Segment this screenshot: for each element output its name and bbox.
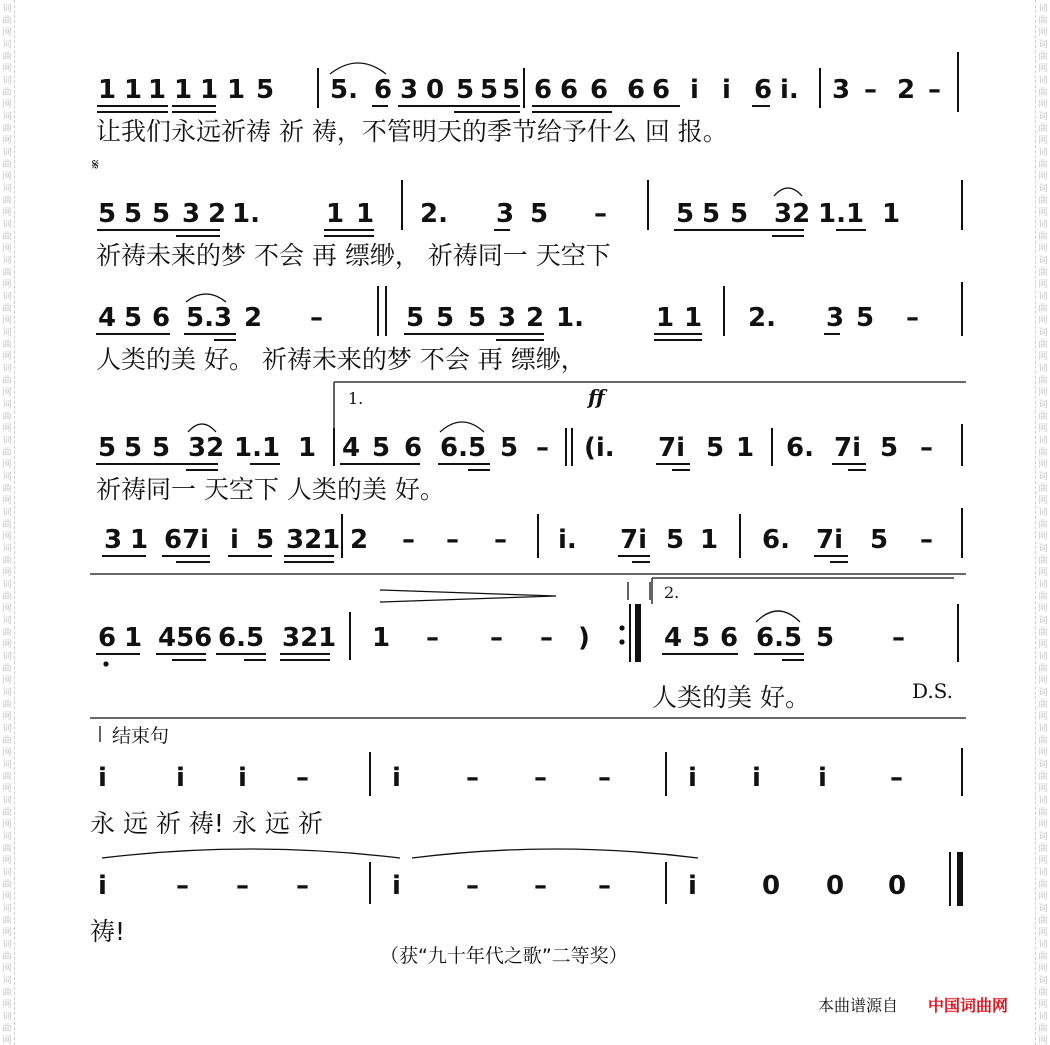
- watermark-char: 网: [1038, 892, 1048, 902]
- watermark-char: 曲: [2, 484, 12, 494]
- lyric-line-8: 祷!: [90, 917, 126, 946]
- lyric-line-3: 人类的美 好。 祈祷未来的梦 不会 再 缥缈，: [96, 345, 586, 374]
- volta-1-label: 1.: [348, 389, 364, 408]
- watermark-char: 曲: [1038, 448, 1048, 458]
- watermark-char: 曲: [2, 664, 12, 674]
- watermark-char: 网: [1038, 172, 1048, 182]
- watermark-char: 网: [1038, 28, 1048, 38]
- watermark-char: 词: [2, 904, 12, 914]
- lyric-line-1: 让我们永远祈祷 祈 祷，不管明天的季节给予什么 回 报。: [96, 117, 728, 146]
- watermark-char: 词: [2, 580, 12, 590]
- lyric-line-4: 祈祷同一 天空下 人类的美 好。: [96, 475, 445, 504]
- watermark-char: 词: [2, 112, 12, 122]
- watermark-char: 网: [1038, 388, 1048, 398]
- watermark-char: 曲: [2, 916, 12, 926]
- watermark-char: 曲: [2, 736, 12, 746]
- watermark-char: 词: [1038, 616, 1048, 626]
- watermark-char: 曲: [1038, 52, 1048, 62]
- watermark-char: 词: [2, 328, 12, 338]
- watermark-char: 词: [1038, 688, 1048, 698]
- watermark-char: 网: [2, 964, 12, 974]
- watermark-char: 词: [2, 292, 12, 302]
- watermark-char: 网: [1038, 784, 1048, 794]
- watermark-char: 曲: [1038, 700, 1048, 710]
- watermark-char: 词: [2, 508, 12, 518]
- watermark-char: 网: [1038, 424, 1048, 434]
- watermark-char: 词: [1038, 832, 1048, 842]
- watermark-char: 网: [2, 496, 12, 506]
- watermark-char: 词: [1038, 112, 1048, 122]
- watermark-char: 词: [2, 364, 12, 374]
- watermark-char: 网: [1038, 856, 1048, 866]
- dynamic-ff: ff: [588, 385, 605, 409]
- watermark-char: 词: [1038, 400, 1048, 410]
- watermark-char: 曲: [2, 124, 12, 134]
- watermark-char: 曲: [1038, 484, 1048, 494]
- system-1: [92, 52, 958, 174]
- watermark-char: 曲: [2, 772, 12, 782]
- watermark-char: 网: [2, 784, 12, 794]
- watermark-char: 曲: [1038, 772, 1048, 782]
- watermark-char: 曲: [2, 700, 12, 710]
- watermark-char: 网: [1038, 1036, 1048, 1045]
- system-3: [96, 282, 962, 374]
- watermark-char: 词: [1038, 508, 1048, 518]
- watermark-char: 网: [1038, 352, 1048, 362]
- watermark-char: 词: [1038, 364, 1048, 374]
- watermark-char: 曲: [1038, 736, 1048, 746]
- watermark-char: 网: [2, 1000, 12, 1010]
- watermark-char: 曲: [2, 520, 12, 530]
- watermark-char: 词: [2, 76, 12, 86]
- watermark-char: 网: [1038, 136, 1048, 146]
- watermark-char: 曲: [2, 16, 12, 26]
- watermark-char: 曲: [2, 628, 12, 638]
- watermark-char: 曲: [2, 52, 12, 62]
- watermark-char: 词: [1038, 760, 1048, 770]
- notes-line-8: i – – – i – – – i 0 0 0: [98, 871, 907, 901]
- watermark-char: 网: [1038, 676, 1048, 686]
- watermark-char: 词: [1038, 652, 1048, 662]
- watermark-char: 曲: [2, 592, 12, 602]
- watermark-char: 网: [2, 712, 12, 722]
- watermark-char: 网: [2, 316, 12, 326]
- watermark-char: 曲: [2, 268, 12, 278]
- watermark-char: 网: [2, 352, 12, 362]
- watermark-char: 网: [1038, 460, 1048, 470]
- watermark-char: 词: [1038, 976, 1048, 986]
- watermark-char: 曲: [2, 1024, 12, 1034]
- watermark-char: 曲: [1038, 124, 1048, 134]
- watermark-char: 曲: [1038, 664, 1048, 674]
- source-site-link[interactable]: 中国词曲网: [928, 996, 1009, 1015]
- watermark-char: 网: [1038, 928, 1048, 938]
- watermark-char: 词: [2, 148, 12, 158]
- watermark-char: 网: [2, 928, 12, 938]
- section-label-ending: 结束句: [112, 725, 170, 747]
- watermark-char: 曲: [1038, 844, 1048, 854]
- watermark-char: 网: [2, 676, 12, 686]
- watermark-char: 网: [2, 748, 12, 758]
- dal-segno-mark: D.S.: [912, 679, 954, 703]
- notes-line-7: i i i – i – – – i i i –: [98, 763, 903, 793]
- watermark-char: 网: [2, 568, 12, 578]
- watermark-char: 网: [2, 820, 12, 830]
- watermark-char: 词: [2, 868, 12, 878]
- watermark-char: 曲: [2, 340, 12, 350]
- watermark-char: 曲: [2, 160, 12, 170]
- watermark-char: 曲: [2, 808, 12, 818]
- watermark-char: 词: [1038, 580, 1048, 590]
- lyric-line-7: 永 远 祈 祷! 永 远 祈: [90, 809, 323, 838]
- watermark-char: 网: [1038, 604, 1048, 614]
- watermark-char: 网: [2, 100, 12, 110]
- watermark-char: 曲: [1038, 160, 1048, 170]
- watermark-char: 网: [1038, 712, 1048, 722]
- watermark-char: 词: [2, 256, 12, 266]
- watermark-char: 词: [1038, 724, 1048, 734]
- watermark-char: 网: [1038, 568, 1048, 578]
- watermark-char: 词: [1038, 436, 1048, 446]
- watermark-char: 词: [1038, 328, 1048, 338]
- watermark-char: 词: [1038, 292, 1048, 302]
- watermark-char: 曲: [2, 448, 12, 458]
- watermark-char: 网: [2, 208, 12, 218]
- watermark-char: 网: [2, 388, 12, 398]
- source-prefix: 本曲谱源自: [818, 996, 899, 1015]
- watermark-char: 网: [2, 1036, 12, 1045]
- watermark-char: 曲: [2, 196, 12, 206]
- watermark-char: 曲: [1038, 1024, 1048, 1034]
- watermark-char: 网: [2, 604, 12, 614]
- watermark-char: 词: [1038, 184, 1048, 194]
- watermark-char: 词: [1038, 868, 1048, 878]
- watermark-char: 网: [2, 856, 12, 866]
- watermark-char: 网: [1038, 496, 1048, 506]
- watermark-char: 网: [1038, 280, 1048, 290]
- watermark-char: 曲: [2, 376, 12, 386]
- watermark-char: 曲: [1038, 988, 1048, 998]
- watermark-char: 网: [2, 280, 12, 290]
- watermark-char: 网: [2, 136, 12, 146]
- watermark-char: 词: [2, 652, 12, 662]
- watermark-char: 曲: [2, 844, 12, 854]
- system-5: [90, 508, 966, 574]
- watermark-char: 曲: [2, 412, 12, 422]
- system-2: [96, 180, 962, 270]
- watermark-char: 曲: [1038, 592, 1048, 602]
- watermark-char: 曲: [1038, 340, 1048, 350]
- lyric-line-2: 祈祷未来的梦 不会 再 缥缈， 祈祷同一 天空下: [96, 241, 611, 270]
- system-6: [90, 578, 966, 718]
- watermark-char: 网: [2, 172, 12, 182]
- notes-line-5: 3 1 67i i 5 321 2 – – – i. 7i 5 1 6. 7i 5 –: [104, 525, 933, 555]
- watermark-char: 词: [2, 436, 12, 446]
- watermark-char: 曲: [1038, 16, 1048, 26]
- watermark-char: 曲: [1038, 412, 1048, 422]
- watermark-char: 网: [2, 892, 12, 902]
- watermark-char: 网: [1038, 244, 1048, 254]
- watermark-char: 词: [1038, 904, 1048, 914]
- watermark-char: 词: [2, 976, 12, 986]
- notes-line-1: 1 1 1 1 1 1 5 5. 6 3 0 5 5 5 6 6 6 6 6 i i 6 i. 3 – 2 –: [98, 75, 941, 105]
- segno-sign: 𝄋: [92, 155, 99, 174]
- notes-line-2: 5 5 5 3 2 1. 1 1 2. 3 5 – 5 5 5 32 1.1 1: [98, 199, 901, 229]
- watermark-char: 词: [2, 184, 12, 194]
- watermark-char: 曲: [1038, 808, 1048, 818]
- watermark-char: 网: [1038, 820, 1048, 830]
- watermark-char: 词: [2, 400, 12, 410]
- watermark-char: 网: [2, 424, 12, 434]
- watermark-char: 词: [1038, 256, 1048, 266]
- watermark-char: 词: [1038, 940, 1048, 950]
- watermark-char: 网: [1038, 208, 1048, 218]
- watermark-char: 网: [1038, 64, 1048, 74]
- watermark-char: 词: [2, 1012, 12, 1022]
- watermark-char: 词: [1038, 1012, 1048, 1022]
- watermark-char: 曲: [2, 952, 12, 962]
- watermark-char: 网: [1038, 100, 1048, 110]
- watermark-char: 词: [2, 472, 12, 482]
- watermark-char: 曲: [1038, 268, 1048, 278]
- watermark-char: 词: [1038, 40, 1048, 50]
- watermark-char: 曲: [1038, 880, 1048, 890]
- watermark-char: 词: [1038, 472, 1048, 482]
- award-note: （获“九十年代之歌”二等奖）: [380, 945, 628, 967]
- watermark-char: 曲: [2, 880, 12, 890]
- watermark-char: 曲: [1038, 88, 1048, 98]
- watermark-char: 网: [1038, 532, 1048, 542]
- watermark-char: 网: [1038, 964, 1048, 974]
- watermark-char: 网: [2, 244, 12, 254]
- watermark-char: 曲: [1038, 196, 1048, 206]
- system-4: [96, 382, 966, 504]
- system-8: [90, 849, 960, 946]
- watermark-char: 词: [2, 724, 12, 734]
- watermark-char: 曲: [1038, 232, 1048, 242]
- watermark-char: 网: [1038, 748, 1048, 758]
- watermark-char: 词: [2, 940, 12, 950]
- watermark-char: 曲: [1038, 952, 1048, 962]
- watermark-char: 曲: [1038, 520, 1048, 530]
- watermark-char: 词: [1038, 76, 1048, 86]
- watermark-char: 曲: [1038, 916, 1048, 926]
- watermark-char: 网: [2, 64, 12, 74]
- watermark-char: 曲: [1038, 304, 1048, 314]
- watermark-char: 曲: [2, 304, 12, 314]
- notes-line-6: 6 1 456 6.5 321 1 – – – ) 4 5 6 6.5 5 –: [98, 623, 905, 653]
- watermark-char: 词: [2, 796, 12, 806]
- notes-line-4: 5 5 5 32 1.1 1 4 5 6 6.5 5 – (i. 7i 5 1 6. 7i 5 –: [98, 433, 933, 463]
- watermark-char: 词: [1038, 4, 1048, 14]
- watermark-char: 词: [1038, 544, 1048, 554]
- watermark-char: 网: [2, 640, 12, 650]
- watermark-char: 曲: [2, 988, 12, 998]
- watermark-char: 词: [2, 832, 12, 842]
- watermark-char: 网: [2, 28, 12, 38]
- volta-2-label: 2.: [664, 583, 680, 602]
- watermark-char: 网: [1038, 316, 1048, 326]
- watermark-char: 网: [2, 460, 12, 470]
- watermark-char: 词: [2, 544, 12, 554]
- watermark-char: 词: [2, 760, 12, 770]
- watermark-char: 词: [2, 4, 12, 14]
- watermark-char: 网: [2, 532, 12, 542]
- watermark-char: 曲: [1038, 376, 1048, 386]
- watermark-char: 词: [1038, 220, 1048, 230]
- watermark-char: 词: [2, 40, 12, 50]
- watermark-char: 曲: [2, 232, 12, 242]
- watermark-char: 词: [2, 220, 12, 230]
- watermark-char: 网: [1038, 1000, 1048, 1010]
- system-7: [90, 725, 962, 838]
- watermark-char: 网: [1038, 640, 1048, 650]
- watermark-char: 词: [1038, 148, 1048, 158]
- notes-line-3: 4 5 6 5.3 2 – 5 5 5 3 2 1. 1 1 2. 3 5 –: [98, 303, 919, 333]
- watermark-char: 曲: [1038, 556, 1048, 566]
- watermark-char: 曲: [1038, 628, 1048, 638]
- watermark-char: 词: [2, 616, 12, 626]
- watermark-char: 曲: [2, 556, 12, 566]
- lyric-line-6: 人类的美 好。: [652, 683, 810, 712]
- watermark-char: 词: [2, 688, 12, 698]
- watermark-char: 曲: [2, 88, 12, 98]
- watermark-char: 词: [1038, 796, 1048, 806]
